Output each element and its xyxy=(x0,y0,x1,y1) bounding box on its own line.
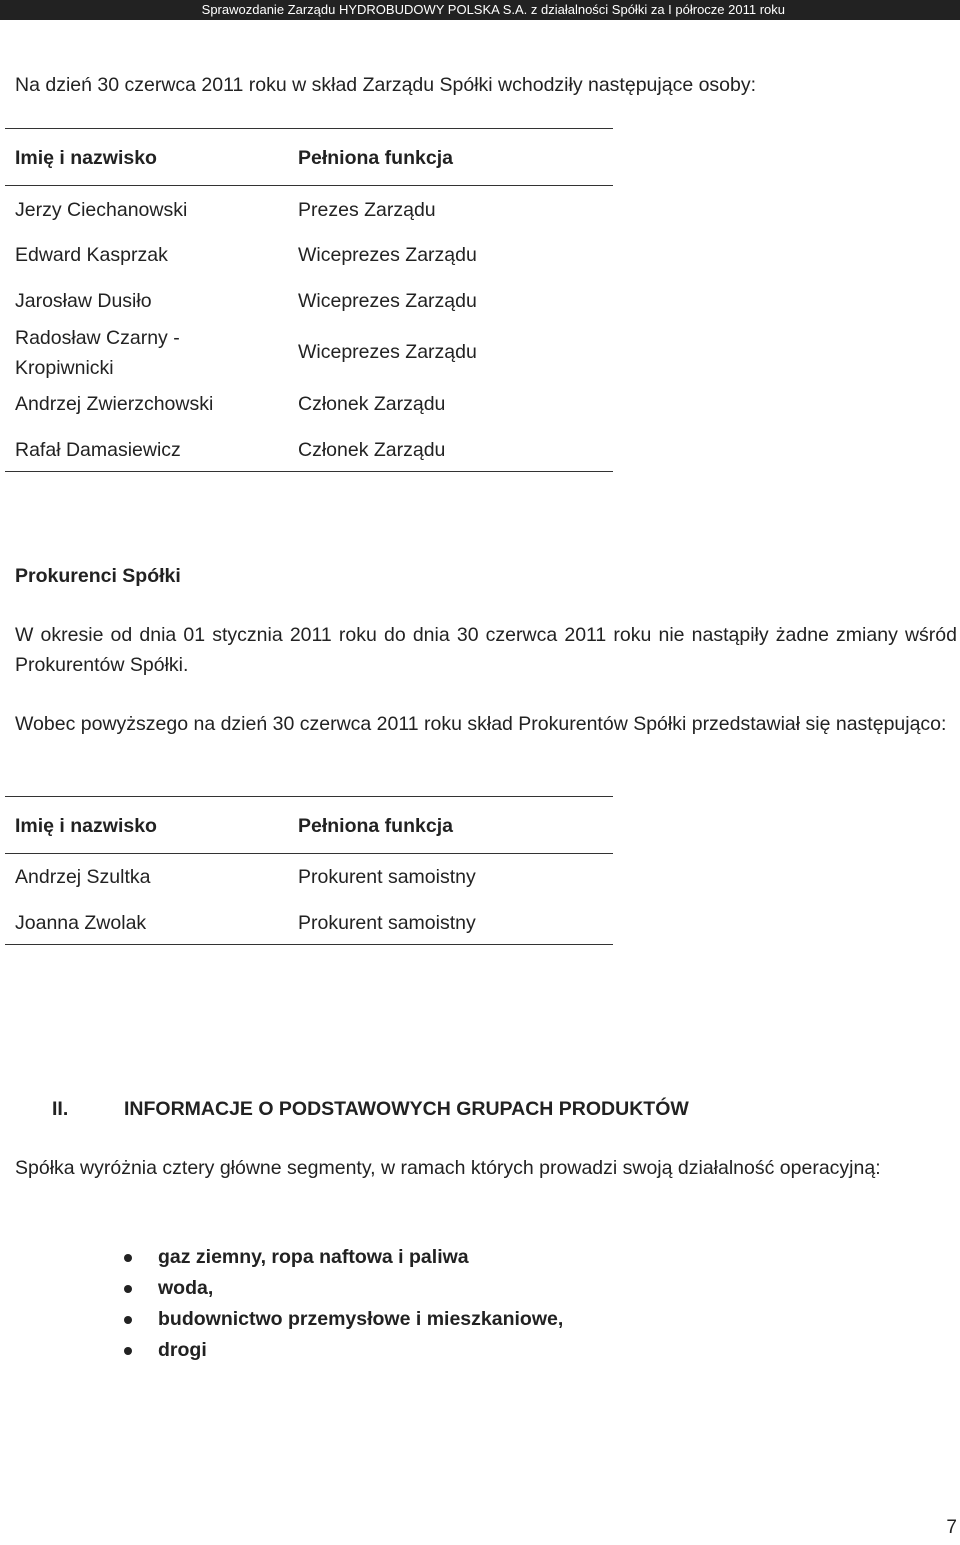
bullet-icon xyxy=(124,1347,132,1355)
paragraph-proxies-composition: Wobec powyższego na dzień 30 czerwca 2011 roku skład Prokurentów Spółki przedstawiał się następująco: xyxy=(15,713,947,735)
table-row-function: Członek Zarządu xyxy=(298,439,446,461)
table-bottom-rule xyxy=(5,471,613,472)
paragraph-proxies-changes: W okresie od dnia 01 stycznia 2011 roku do dnia 30 czerwca 2011 roku nie nastąpiły żadne zmiany wśród Prokurentów Spółki. xyxy=(15,624,957,676)
table-row-name: Edward Kasprzak xyxy=(15,244,168,266)
table-row-function: Wiceprezes Zarządu xyxy=(298,341,477,363)
segments-list xyxy=(120,1242,563,1366)
table-header-rule xyxy=(5,185,613,186)
table-bottom-rule xyxy=(5,944,613,945)
column-header-function: Pełniona funkcja xyxy=(298,147,453,169)
table-row-name: Andrzej Zwierzchowski xyxy=(15,393,214,415)
bullet-icon xyxy=(124,1316,132,1324)
running-header: Sprawozdanie Zarządu HYDROBUDOWY POLSKA S.A. z działalności Spółki za I półrocze 2011 roku xyxy=(0,0,960,20)
table-row-function: Prezes Zarządu xyxy=(298,199,436,221)
table-row-function: Wiceprezes Zarządu xyxy=(298,244,477,266)
list-item xyxy=(120,1304,563,1335)
list-item-label: woda, xyxy=(158,1277,214,1299)
page-number: 7 xyxy=(946,1517,957,1538)
paragraph-segments: Spółka wyróżnia cztery główne segmenty, w ramach których prowadzi swoją działalność operacyjną: xyxy=(15,1157,881,1179)
table-row-name: Andrzej Szultka xyxy=(15,866,151,888)
list-item xyxy=(120,1273,563,1304)
table-row-name: Jerzy Ciechanowski xyxy=(15,199,188,221)
table-row-function: Członek Zarządu xyxy=(298,393,446,415)
list-item-label: budownictwo przemysłowe i mieszkaniowe, xyxy=(158,1308,564,1330)
column-header-function: Pełniona funkcja xyxy=(298,815,453,837)
table-row-function: Prokurent samoistny xyxy=(298,912,476,934)
bullet-icon xyxy=(124,1254,132,1262)
section-number: II. xyxy=(52,1098,69,1120)
table-row-name: Kropiwnicki xyxy=(15,357,114,379)
table-row-name: Jarosław Dusiło xyxy=(15,290,152,312)
column-header-name: Imię i nazwisko xyxy=(15,815,157,837)
list-item xyxy=(120,1242,563,1273)
table-row-function: Prokurent samoistny xyxy=(298,866,476,888)
section-title: INFORMACJE O PODSTAWOWYCH GRUPACH PRODUKTÓW xyxy=(124,1098,689,1120)
table-row-name: Rafał Damasiewicz xyxy=(15,439,181,461)
table-header-rule xyxy=(5,853,613,854)
table-top-rule xyxy=(5,128,613,129)
intro-text: Na dzień 30 czerwca 2011 roku w skład Zarządu Spółki wchodziły następujące osoby: xyxy=(15,74,757,96)
bullet-icon xyxy=(124,1285,132,1293)
table-top-rule xyxy=(5,796,613,797)
table-row-function: Wiceprezes Zarządu xyxy=(298,290,477,312)
section-heading-proxies: Prokurenci Spółki xyxy=(15,565,181,587)
list-item-label: gaz ziemny, ropa naftowa i paliwa xyxy=(158,1246,469,1268)
table-row-name: Radosław Czarny - xyxy=(15,327,180,349)
list-item-label: drogi xyxy=(158,1339,207,1361)
column-header-name: Imię i nazwisko xyxy=(15,147,157,169)
list-item xyxy=(120,1335,563,1366)
table-row-name: Joanna Zwolak xyxy=(15,912,147,934)
